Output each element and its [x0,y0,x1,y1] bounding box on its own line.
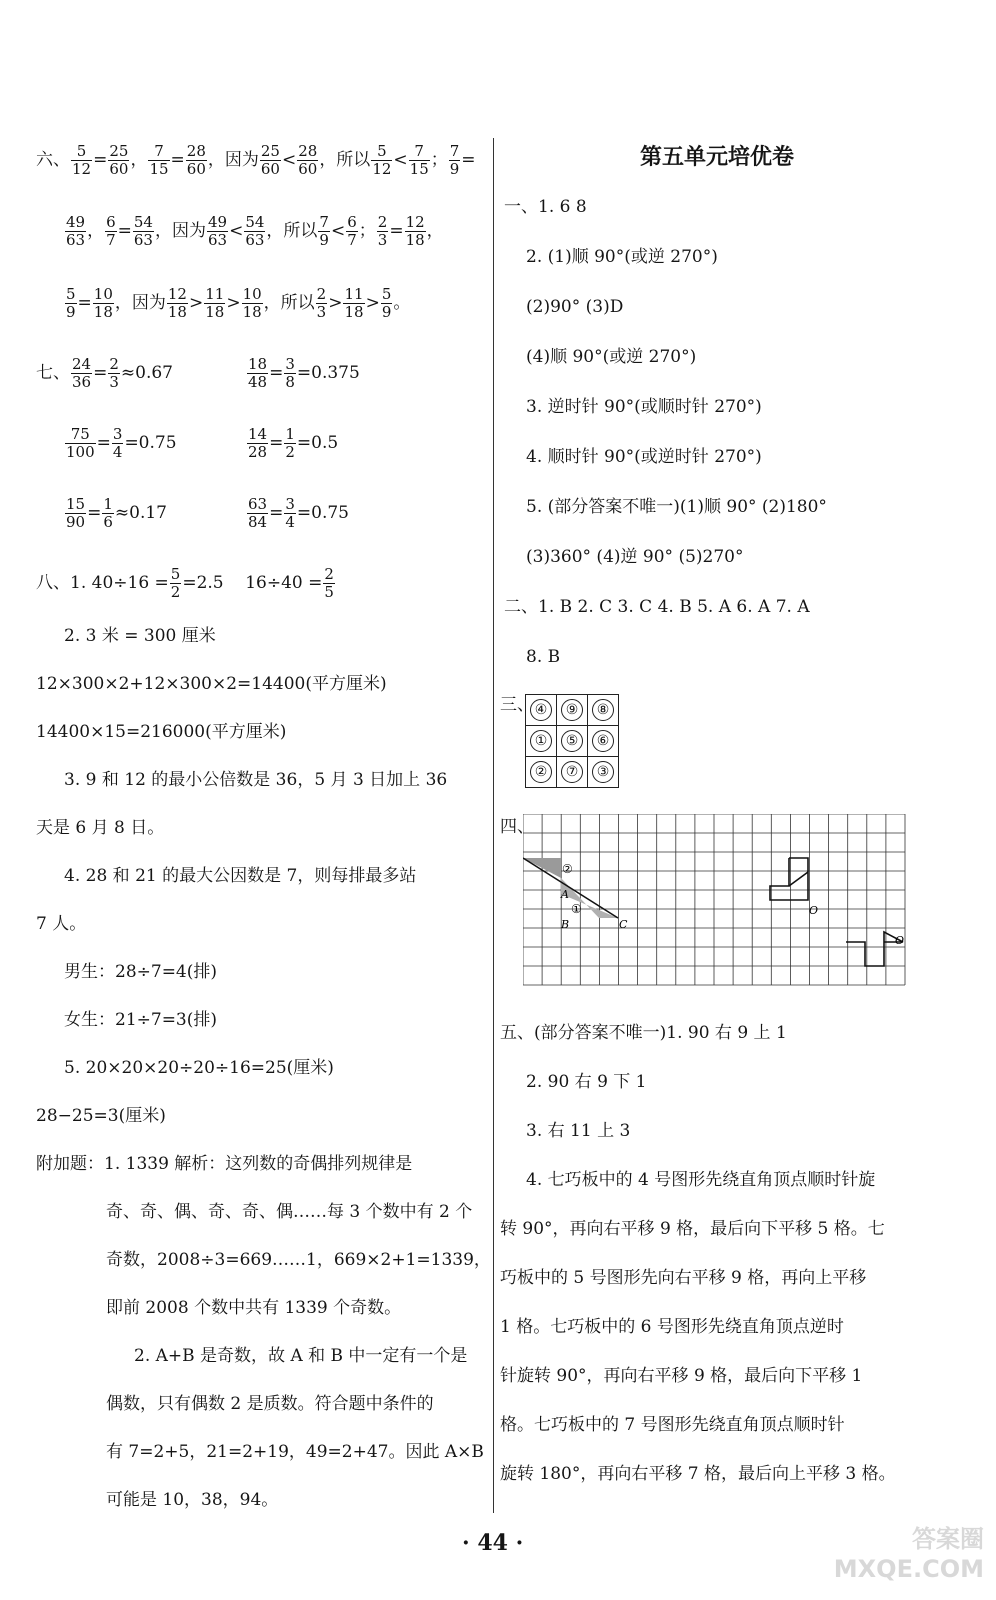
grid-cell [557,695,588,726]
grid-cell [526,695,557,726]
rotated-figure-1-diagonal [789,872,808,886]
s8-line-2: 2. 3 米 = 300 厘米 [64,626,216,646]
fraction: $\frac{25}{60}$ [260,142,280,178]
fraction: $\frac{14}{28}$ [248,425,268,461]
fraction: $\frac{10}{18}$ [93,285,113,321]
r5-line-2: 2. 90 右 9 下 1 [526,1072,647,1092]
fraction: $\frac{11}{18}$ [205,285,225,321]
s8-line-12: 28−25=3(厘米) [36,1106,166,1126]
grid-cell [588,757,619,788]
s7-item-4: $\frac{14}{28}$ = $\frac{1}{2}$ =0.5 [248,425,339,461]
r1-line-4: (4)顺 90°(或逆 270°) [526,347,697,367]
s8-line-7: 4. 28 和 21 的最大公因数是 7，则每排最多站 [64,866,417,886]
circle-number: ② [530,761,552,783]
fraction: $\frac{1}{6}$ [103,495,113,531]
s6-row-3: $\frac{5}{9}$ = $\frac{10}{18}$ ，因为 $\frac{12}{18}$ > $\frac{11}{18}$ > $\frac{10}{18}$ ，所以 $\frac{2}{3}$ > $\frac{11}{18}$ > $\frac{5}{9}$ 。 [66,285,411,321]
grid-cell [557,726,588,757]
watermark-text-2: MXQE.COM [833,1555,984,1583]
fraction: $\frac{3}{4}$ [112,425,123,461]
r1-line-3: (2)90° (3)D [526,297,624,317]
label-o1: O [809,904,819,917]
r3-label: 三、 [500,695,534,715]
extra-line-5: 2. A+B 是奇数，故 A 和 B 中一定有一个是 [134,1346,468,1366]
s8-line-11: 5. 20×20×20÷20÷16=25(厘米) [64,1058,334,1078]
label-a: A [561,888,569,901]
s8-line-4: 14400×15=216000(平方厘米) [36,722,287,742]
label-o2: O [895,934,905,947]
watermark [834,1524,984,1584]
fraction: $\frac{49}{63}$ [207,213,228,249]
fraction: $\frac{2}{3}$ [109,355,119,391]
s6-row-1: 六、 $\frac{5}{12}$ = $\frac{25}{60}$ ， $\frac{7}{15}$ = $\frac{28}{60}$ ，因为 $\frac{25}{60}$ < $\frac{28}{60}$ ，所以 $\frac{5}{12}$ < $\frac{7}{15}$ ； $\frac{7}{9}$ = [36,142,476,178]
r5-line-1: 五、(部分答案不唯一)1. 90 右 9 上 1 [500,1023,787,1043]
r5-line-7: 1 格。七巧板中的 6 号图形先绕直角顶点逆时 [500,1317,844,1337]
fraction: $\frac{12}{18}$ [405,213,425,249]
fraction: $\frac{28}{60}$ [298,142,318,178]
fraction: $\frac{54}{63}$ [133,213,153,249]
fraction: $\frac{18}{48}$ [248,355,268,391]
r1-line-6: 4. 顺时针 90°(或逆时针 270°) [526,447,762,467]
s8-line-1: 八、1. 40÷16 = $\frac{5}{2}$ =2.5 16÷40 = $\frac{2}{5}$ [36,565,334,601]
page-number: · 44 · [462,1530,524,1556]
s8-line-8: 7 人。 [36,914,87,934]
fraction: $\frac{2}{3}$ [377,213,388,249]
s8-line-6: 天是 6 月 8 日。 [36,818,165,838]
label-2: ② [562,862,573,876]
transformation-grid-diagram [523,814,915,986]
r5-line-6: 巧板中的 5 号图形先向右平移 9 格，再向上平移 [500,1268,867,1288]
fraction: $\frac{75}{100}$ [66,425,95,461]
watermark-text-1: 答案圈 [912,1525,984,1553]
extra-line-8: 可能是 10，38，94。 [106,1490,279,1510]
extra-line-7: 有 7=2+5，21=2+19，49=2+47。因此 A×B [106,1442,484,1462]
fraction: $\frac{7}{15}$ [149,142,169,178]
r5-line-8: 针旋转 90°，再向右平移 9 格，最后向下平移 1 [500,1366,863,1386]
grid-cell [588,695,619,726]
fraction: $\frac{12}{18}$ [167,285,187,321]
fraction: $\frac{7}{9}$ [319,213,329,249]
s7-label: 七、 [36,363,70,383]
fraction: $\frac{2}{5}$ [324,565,334,601]
fraction: $\frac{5}{12}$ [372,142,392,178]
s7-item-6: $\frac{63}{84}$ = $\frac{3}{4}$ =0.75 [248,495,349,531]
r1-line-7: 5. (部分答案不唯一)(1)顺 90° (2)180° [526,497,827,517]
r1-line-1: 一、1. 6 8 [504,197,587,217]
grid-cell [526,757,557,788]
fraction: $\frac{6}{7}$ [106,213,116,249]
circle-number: ③ [592,761,614,783]
extra-line-2: 奇、奇、偶、奇、奇、偶……每 3 个数中有 2 个 [106,1202,473,1222]
fraction: $\frac{11}{18}$ [344,285,364,321]
s7-item-5: $\frac{15}{90}$ = $\frac{1}{6}$ ≈0.17 [66,495,167,531]
s8-line-3: 12×300×2+12×300×2=14400(平方厘米) [36,674,387,694]
r5-line-4: 4. 七巧板中的 4 号图形先绕直角顶点顺时针旋 [526,1170,876,1190]
r1-line-2: 2. (1)顺 90°(或逆 270°) [526,247,718,267]
circle-number: ⑧ [592,699,614,721]
extra-line-6: 偶数，只有偶数 2 是质数。符合题中条件的 [106,1394,434,1414]
fraction: $\frac{49}{63}$ [66,213,86,249]
unit-title: 第五单元培优卷 [640,145,795,170]
fraction: $\frac{7}{9}$ [449,142,460,178]
circle-number: ⑥ [592,730,614,752]
fraction: $\frac{28}{60}$ [186,142,206,178]
s8-line-5: 3. 9 和 12 的最小公倍数是 36，5 月 3 日加上 36 [64,770,448,790]
extra-line-1: 附加题：1. 1339 解析：这列数的奇偶排列规律是 [36,1154,413,1174]
fraction: $\frac{5}{9}$ [381,285,392,321]
grid-cell [588,726,619,757]
fraction: $\frac{2}{3}$ [316,285,327,321]
fraction: $\frac{15}{90}$ [66,495,86,531]
fraction: $\frac{5}{2}$ [170,565,181,601]
extra-line-4: 即前 2008 个数中共有 1339 个奇数。 [106,1298,402,1318]
fraction: $\frac{1}{2}$ [285,425,295,461]
fraction: $\frac{7}{15}$ [409,142,429,178]
r4-label: 四、 [500,817,534,837]
fraction: $\frac{6}{7}$ [347,213,357,249]
grid-cell [526,726,557,757]
fraction: $\frac{63}{84}$ [248,495,268,531]
s8-line-10: 女生：21÷7=3(排) [64,1010,218,1030]
r2-line-2: 8. B [526,647,561,667]
circle-number: ⑤ [561,730,583,752]
circle-number: ④ [530,699,552,721]
extra-line-3: 奇数，2008÷3=669……1，669×2+1=1339， [106,1250,491,1270]
label-b: B [561,918,570,931]
r5-line-3: 3. 右 11 上 3 [526,1121,631,1141]
label-1: ① [571,902,582,916]
fraction: $\frac{3}{4}$ [285,495,295,531]
circle-number: ⑦ [561,761,583,783]
fraction: $\frac{5}{12}$ [72,142,92,178]
r5-line-9: 格。七巧板中的 7 号图形先绕直角顶点顺时针 [500,1415,845,1435]
s6-label: 六、 [36,150,70,170]
r5-line-5: 转 90°，再向右平移 9 格，最后向下平移 5 格。七 [500,1219,885,1239]
r2-line-1: 二、1. B 2. C 3. C 4. B 5. A 6. A 7. A [504,597,810,617]
circle-number: ⑨ [561,699,583,721]
fraction: $\frac{54}{63}$ [245,213,265,249]
circle-number-grid [525,694,619,788]
s7-item-2: $\frac{18}{48}$ = $\frac{3}{8}$ =0.375 [248,355,360,391]
fraction: $\frac{10}{18}$ [242,285,262,321]
fraction: $\frac{24}{36}$ [72,355,92,391]
fraction: $\frac{25}{60}$ [109,142,129,178]
r1-line-8: (3)360° (4)逆 90° (5)270° [526,547,744,567]
fraction: $\frac{3}{8}$ [285,355,295,391]
s7-item-3: $\frac{75}{100}$ = $\frac{3}{4}$ =0.75 [66,425,177,461]
s8-label: 八、 [36,573,70,593]
rotated-figure-1 [770,858,808,900]
column-divider [493,138,494,1513]
grid-cell [557,757,588,788]
fraction: $\frac{5}{9}$ [66,285,76,321]
r5-line-10: 旋转 180°，再向右平移 7 格，最后向上平移 3 格。 [500,1464,896,1484]
s6-row-2: $\frac{49}{63}$ ， $\frac{6}{7}$ = $\frac{54}{63}$ ，因为 $\frac{49}{63}$ < $\frac{54}{63}$ ，所以 $\frac{7}{9}$ < $\frac{6}{7}$ ； $\frac{2}{3}$ = $\frac{12}{18}$ ， [66,213,444,249]
s8-line-9: 男生：28÷7=4(排) [64,962,218,982]
circle-number: ① [530,730,552,752]
s7-item-1: 七、 $\frac{24}{36}$ = $\frac{2}{3}$ ≈0.67 [36,355,173,391]
label-c: C [619,918,628,931]
r1-line-5: 3. 逆时针 90°(或顺时针 270°) [526,397,762,417]
